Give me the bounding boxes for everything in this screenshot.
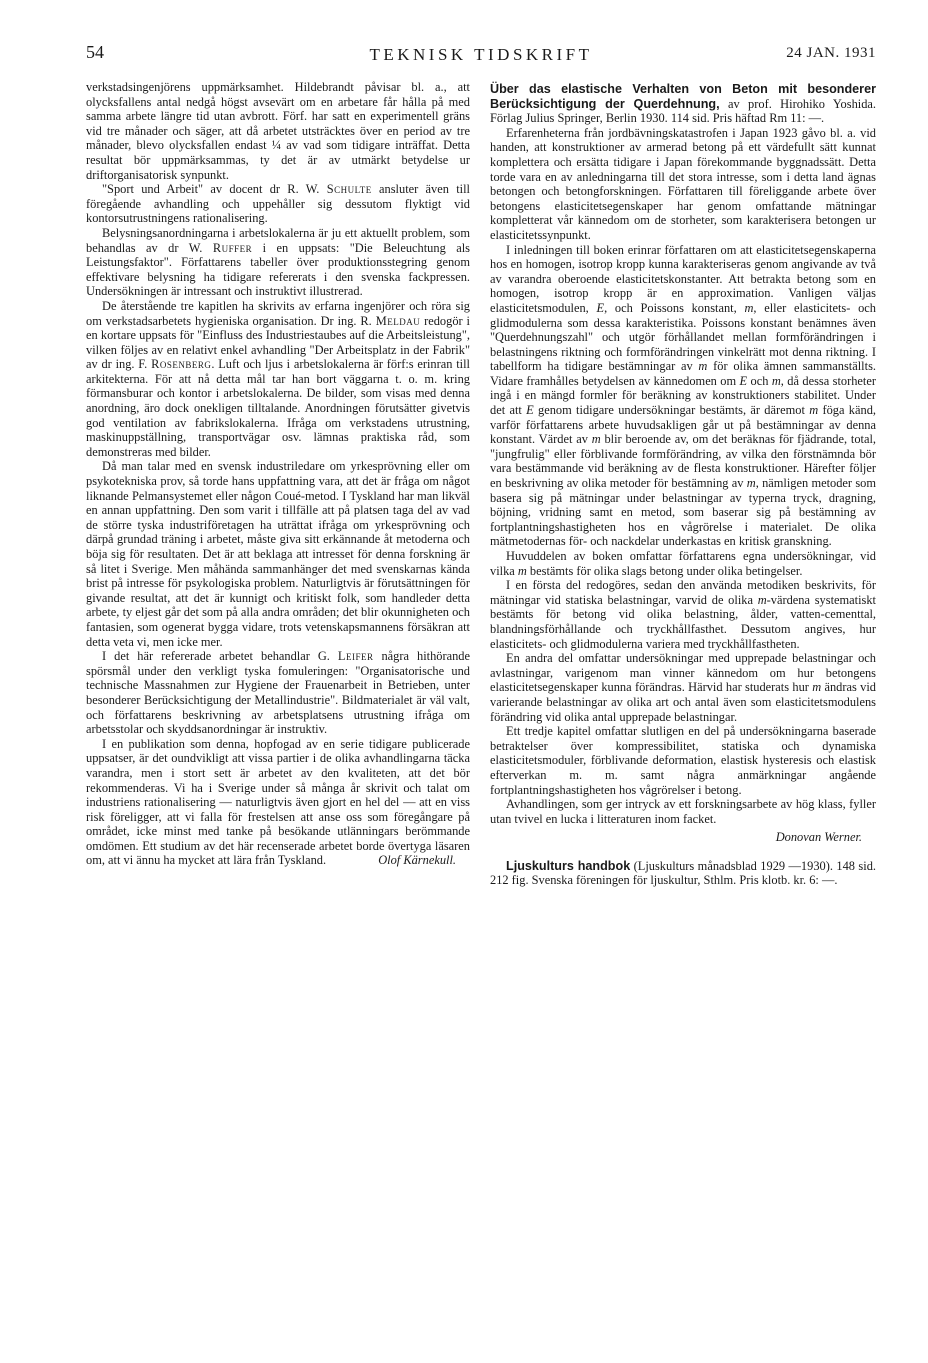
author-name: Ruffer	[212, 240, 253, 255]
paragraph: En andra del omfattar undersökningar med upprepade belastningar och avlastningar, varigenom man vinner kännedom om hur betongens elasticitetsegenskaper kunna förändras. Härvid har studerats hur m ändras vid varierande belastningar av olika art och antal även som elasticitetsmodulens förändring vid olika antal upprepade belastningar.	[490, 651, 876, 724]
paragraph: I en publikation som denna, hopfogad av en serie tidigare publicerade uppsatser, är det oundvikligt att vissa partier i de olika avhandlingarna täcka varandra, men i stort sett är arbetet av den kvaliteten, att det bör rekommenderas. Vi ha i Sverige under så många år skrivit och talat om industriens rationalisering — naturligtvis även gjort en hel del — att en viss risk föreligger, att vi falla för frestelsen att anse oss som föregångare på området, icke minst med tanke på besökande utlänningars berömmande omdömen. Ett studium av det här recenserade arbetet borde övertyga läsaren om, att vi ännu ha mycket att lära från Tyskland. Olof Kärnekull.	[86, 736, 470, 868]
paragraph: Ett tredje kapitel omfattar slutligen en del på undersökningarna baserade betraktelser över kompressibilitet, statiska och dynamiska elasticitetsmoduler, förblivande deformation, elastisk hysteresis och elastisk efterverkan m. m. samt några anmärkningar angående fortplantningshastigheten hos vågrörelser i betong.	[490, 724, 876, 797]
page-header	[86, 42, 876, 68]
paragraph: I det här refererade arbetet behandlar G. Leifer några hithörande spörsmål under den verkligt tyska fomuleringen: "Organisatorische und technische Massnahmen zur Hygiene der Frauenarbeit in Betrieben, unter besonderer Berücksichtigung der Metallindustrie". Bildmaterialet är väl valt, och författarens beskrivning av arbetsplatsens utrustning ifråga om arbetsstolar och skyddsanordningar är instruktiv.	[86, 649, 470, 737]
paragraph: Belysningsanordningarna i arbetslokalerna är ju ett aktuellt problem, som behandlas av dr W. Ruffer i en uppsats: "Die Beleuchtung als Leistungsfaktor". Författarens tabeller över produktionsstegring genom effektivare belysning ha tidigare refererats i den svenska fackpressen. Undersökningen är intressant och instruktivt illustrerad.	[86, 225, 470, 299]
paragraph: Då man talar med en svensk industriledare om yrkesprövning eller om psykotekniska prov, så torde hans uppfattning vara, att det är fråga om något liknande Pelmansystemet eller någon Coué-metod. I Tyskland har man likväl en annan uppfattning. Den som varit i tillfälle att på platsen taga del av vad de större tyska industriföretagen ha uträttat ifråga om yrkesprövning och därpå grundad träning i arbetet, måste giva sitt erkännande åt metoderna och böja sig för resultaten. Det är att beklaga att intresset för denna forskning är så litet i Sverige. Men måhända sammanhänger det med svenskarnas kända brist på intresse för psykologiska problem. Naturligtvis är förutsättningen för givande resultat, att det är kunnigt och kritiskt folk, som handleder detta arbete, ty eljest går det som på alla andra områden; det blir okunnigheten och fantasien, som ogenerat bygga vidare, trots vetenskapsmannens försäkran att detta veta vi, men icke mer.	[86, 459, 470, 649]
paragraph: Avhandlingen, som ger intryck av ett forskningsarbete av hög klass, fyller utan tvivel en lucka i litteraturen inom facket.	[490, 797, 876, 826]
author-name: Rosenberg	[151, 357, 212, 372]
left-column	[86, 80, 470, 868]
issue-date: 24 JAN. 1931	[786, 45, 876, 61]
paragraph: Huvuddelen av boken omfattar författarens egna undersökningar, vid vilka m bestämts för olika slags betong under olika betingelser.	[490, 549, 876, 578]
right-column	[490, 82, 876, 888]
divider	[490, 845, 876, 859]
paragraph: De återstående tre kapitlen ha skrivits av erfarna ingenjörer och röra sig om verkstadsarbetets hygieniska organisation. Dr ing. R. Meldau redogör i en kortare uppsats för "Einfluss des Industriestaubes auf die Arbeitsleistung", vilken följes av en relativt enkel avhandling "Der Arbeitsplatz in der Fabrik" av dr ing. F. Rosenberg. Luft och ljus i arbetslokalerna är förf:s erinran till arkitekterna. För att nå detta mål tar han bort väggarna t. o. m. kring förmansburar och kontor i arbetslokalerna. De bilder, som visas med denna anordning, äro dock onekligen tilltalande. Anordningen förutsätter givetvis god ventilation av fabrikslokalerna. Ifråga om verkstadens utrustning, maskinuppställning, transportvägar osv. lämnas praktiska råd, som demonstreras med bilder.	[86, 298, 470, 459]
book-info: (Ljuskulturs månadsblad 1929 —1930). 148 sid. 212 fig. Svenska föreningen för ljuskultur, Sthlm. Pris klotb. kr. 6: —.	[490, 858, 876, 888]
book-entry	[490, 859, 876, 888]
paragraph: "Sport und Arbeit" av docent dr R. W. Schulte ansluter även till föregående avhandling och uppehåller sig dessutom flyktigt vid kontorsutrustningens rationalisering.	[86, 182, 471, 226]
paragraph: I inledningen till boken erinrar författaren om att elasticitetsegenskaperna hos en homogen, isotrop kropp kunna karakteriseras genom angivande av två av varandra oberoende elasticitetskonstanter. Att betrakta betong som en homogen, isotrop kropp är en approximation. Vanligen väljas elasticitetsmodulen, E, och Poissons konstant, m, eller elasticitets- och glidmodulerna som dessa karakteristika. Poissons konstant benämnes även "Querdehnungszahl" och utgör förhållandet mellan formförändringen i belastningens riktning och formförändringen vinkelrätt mot denna riktning. I tabellform ha tidigare bestämningar av m för olika ämnen sammanställts. Vidare framhålles betydelsen av kännedomen om E och m, då dessa storheter ingå i en mängd formler för beräkning av konstruktioners stabilitet. Under det att E genom tidigare undersökningar bestämts, är däremot m föga känd, varför författarens arbete huvudsakligen går ut på bestämningar av denna konstant. Värdet av m blir beroende av, om det beräknas för fjädrande, total, "jungfrulig" eller förblivande formförändring, av vilka den förstnämnda bör vara bestämmande vid beräkning av de flesta konstruktioner. Härefter följer en beskrivning av olika metoder för bestämning av m, nämligen metoder som basera sig på mätningar under belastningar av typerna tryck, dragning, böjning, vridning samt en metod, som baserar sig på bestämning av fortplantningshastigheten hos en vågrörelse i materialet. De olika mätmetodernas för- och nackdelar underkastas en kritisk granskning.	[490, 242, 877, 549]
author-name: Meldau	[375, 313, 421, 328]
journal-title: TEKNISK TIDSKRIFT	[369, 45, 593, 64]
book-entry	[490, 82, 876, 126]
book-title: Ljuskulturs handbok	[506, 858, 631, 873]
paragraph: verkstadsingenjörens uppmärksamhet. Hildebrandt påvisar bl. a., att olycksfallens antal nedgå högst avsevärt om en arbetare får hålla på med samma arbete längre tid utan avbrott. Förf. har satt en experimentell gräns vid tre månader och säger, att då arbetet utsträcktes över en period av tre månader, blevo olycksfallen endast ¼ av vad som tidigare inträffat. Detta resultat bör uppmärksammas, ty det är av utmärkt betydelse ur driftorganisatorisk synpunkt.	[86, 80, 470, 182]
review-signature: Donovan Werner.	[775, 830, 862, 845]
book-info: av prof. Hirohiko Yoshida. Förlag Julius Springer, Berlin 1930. 114 sid. Pris häftad Rm 11: —.	[490, 96, 877, 126]
review-signature: Olof Kärnekull.	[378, 853, 456, 868]
paragraph: I en första del redogöres, sedan den använda metodiken beskrivits, för mätningar vid statiska belastningar, varvid de olika m-värdena systematiskt bestämts för betong vid olika belastning, ålder, vatten-cementtal, blandningsförhållande och tryckhållfasthet. Dessutom angives, hur elasticitets- och glidmodulerna variera med tryckhållfastheten.	[490, 578, 876, 651]
author-name: Leifer	[337, 649, 374, 664]
author-name: Schulte	[326, 182, 372, 197]
book-title: Über das elastische Verhalten von Beton mit besonderer Berücksichtigung der Querdehnung,	[490, 82, 876, 111]
paragraph: Erfarenheterna från jordbävningskatastrofen i Japan 1923 gåvo bl. a. vid handen, att konstruktioner av armerad betong på ett värdefullt sätt kunnat komplettera och ersätta tidigare i Japan förekommande byggnadssätt. Detta torde vara en av anledningarna till det stora intresse, som i detta land ägnas betongen och betongforskningen. Författaren till föreliggande arbete över betongens elasticitetsegenskaper har genom omfattande mätningar kompletterat vår kännedom om de storheter, som karakterisera betongen ur elasticitetssynpunkt.	[490, 125, 876, 242]
page-number: 54	[86, 42, 104, 62]
